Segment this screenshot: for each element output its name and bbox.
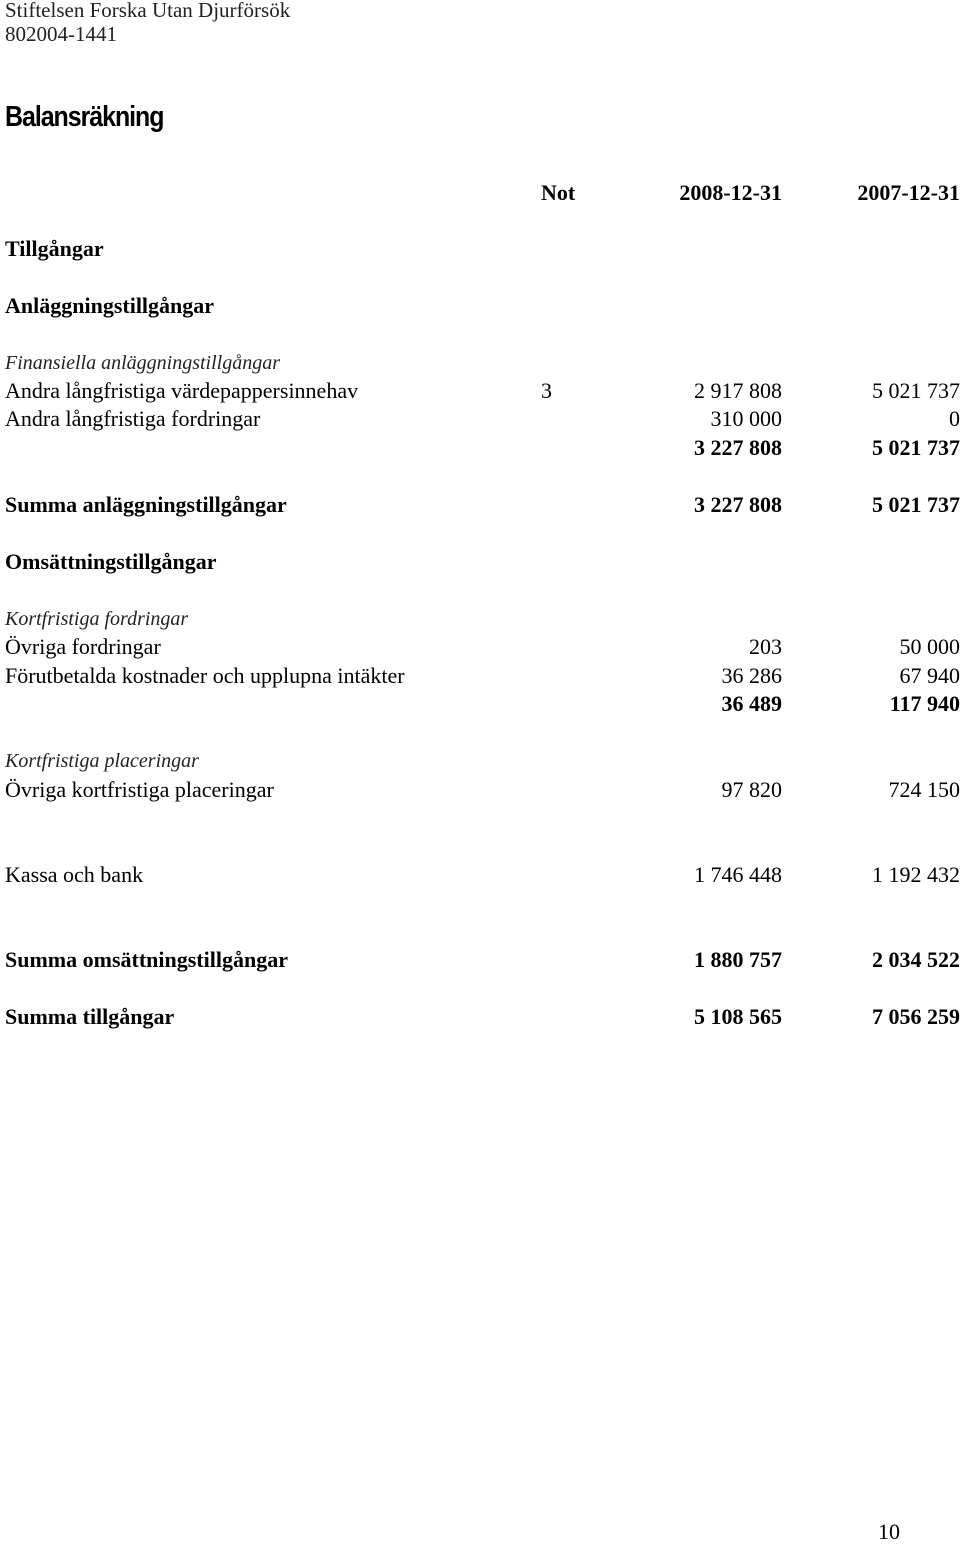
- row-value-2007: 117 940: [890, 690, 960, 718]
- row-label: Summa omsättningstillgångar: [5, 946, 288, 974]
- table-row: [0, 605, 960, 633]
- page-number: 10: [878, 1519, 900, 1545]
- column-header-note: Not: [541, 180, 575, 206]
- row-value-2007: 67 940: [900, 662, 960, 690]
- table-row: [0, 776, 960, 804]
- table-row: [0, 747, 960, 775]
- row-value-2007: 50 000: [900, 633, 960, 661]
- organization-number: 802004-1441: [5, 22, 117, 46]
- table-row: [0, 1003, 960, 1031]
- table-row: [0, 292, 960, 320]
- row-label: Kortfristiga placeringar: [5, 747, 199, 775]
- row-value-2008: 2 917 808: [694, 377, 782, 405]
- row-value-2007: 5 021 737: [872, 491, 960, 519]
- organization-name: Stiftelsen Forska Utan Djurförsök: [5, 0, 290, 22]
- row-label: Omsättningstillgångar: [5, 548, 216, 576]
- column-header-year2: 2007-12-31: [857, 180, 960, 206]
- table-row: [0, 946, 960, 974]
- row-label: Finansiella anläggningstillgångar: [5, 349, 280, 377]
- table-row: [0, 548, 960, 576]
- row-value-2008: 203: [749, 633, 782, 661]
- row-label: Övriga fordringar: [5, 633, 161, 661]
- table-row: [0, 434, 960, 462]
- row-value-2008: 36 286: [722, 662, 783, 690]
- row-label: Andra långfristiga värdepappersinnehav: [5, 377, 358, 405]
- row-value-2007: 1 192 432: [872, 861, 960, 889]
- row-value-2008: 1 746 448: [694, 861, 782, 889]
- row-value-2008: 97 820: [722, 776, 783, 804]
- table-row: [0, 662, 960, 690]
- page-title: Balansräkning: [5, 101, 163, 134]
- row-value-2008: 1 880 757: [694, 946, 782, 974]
- row-value-2008: 310 000: [711, 405, 783, 433]
- table-row: [0, 633, 960, 661]
- row-label: Andra långfristiga fordringar: [5, 405, 260, 433]
- table-row: [0, 377, 960, 405]
- row-value-2008: 5 108 565: [694, 1003, 782, 1031]
- row-value-2008: 3 227 808: [694, 434, 782, 462]
- table-row: [0, 405, 960, 433]
- row-value-2007: 7 056 259: [872, 1003, 960, 1031]
- row-value-2007: 5 021 737: [872, 434, 960, 462]
- row-value-2007: 724 150: [889, 776, 960, 804]
- row-label: Anläggningstillgångar: [5, 292, 214, 320]
- row-label: Kassa och bank: [5, 861, 143, 889]
- row-label: Förutbetalda kostnader och upplupna intäkter: [5, 662, 405, 690]
- table-row: [0, 235, 960, 263]
- row-value-2007: 5 021 737: [872, 377, 960, 405]
- table-row: [0, 690, 960, 718]
- row-value-2007: 2 034 522: [872, 946, 960, 974]
- row-note: 3: [541, 377, 552, 405]
- row-value-2008: 3 227 808: [694, 491, 782, 519]
- table-row: [0, 349, 960, 377]
- row-value-2007: 0: [949, 405, 960, 433]
- row-label: Summa anläggningstillgångar: [5, 491, 287, 519]
- row-label: Kortfristiga fordringar: [5, 605, 188, 633]
- column-header-year1: 2008-12-31: [679, 180, 782, 206]
- table-row: [0, 861, 960, 889]
- table-row: [0, 491, 960, 519]
- row-label: Summa tillgångar: [5, 1003, 174, 1031]
- row-value-2008: 36 489: [722, 690, 783, 718]
- row-label: Tillgångar: [5, 235, 104, 263]
- row-label: Övriga kortfristiga placeringar: [5, 776, 274, 804]
